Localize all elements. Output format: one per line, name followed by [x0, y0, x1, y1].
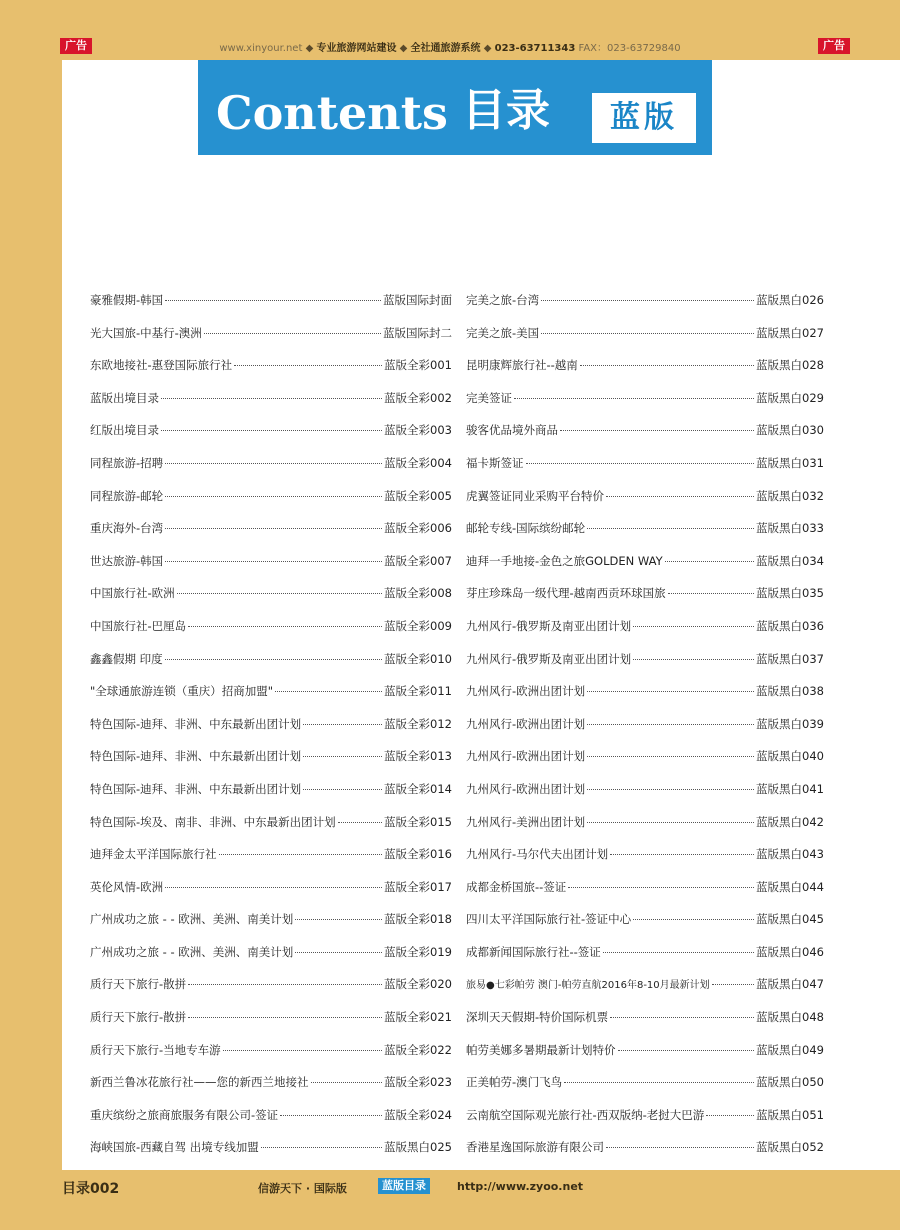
- dot-leader: [165, 528, 382, 529]
- toc-entry-title: 九州风行-美洲出团计划: [466, 814, 586, 829]
- toc-entry-page: 蓝版黑白052: [756, 1140, 824, 1155]
- toc-entry-title: 特色国际-迪拜、非洲、中东最新出团计划: [90, 749, 302, 764]
- toc-entry[interactable]: [466, 879, 824, 912]
- dot-leader: [219, 854, 383, 855]
- toc-entry[interactable]: [466, 488, 824, 521]
- content-page: [62, 60, 900, 1170]
- toc-entry-title: 特色国际-迪拜、非洲、中东最新出团计划: [90, 716, 302, 731]
- toc-entry-title: 质行天下旅行-当地专车游: [90, 1042, 221, 1057]
- toc-entry-page: 蓝版黑白037: [756, 651, 824, 666]
- toc-entry-page: 蓝版全彩024: [384, 1107, 452, 1122]
- dot-leader: [165, 659, 382, 660]
- toc-entry-title: 同程旅游-邮轮: [90, 488, 164, 503]
- toc-entry[interactable]: [90, 846, 452, 879]
- toc-entry[interactable]: [90, 585, 452, 618]
- dot-leader: [712, 984, 754, 985]
- toc-entry-title: 完美签证: [466, 390, 512, 405]
- slogan-1: 专业旅游网站建设: [316, 43, 397, 54]
- toc-entry-title: 光大国旅-中基行-澳洲: [90, 325, 202, 340]
- toc-entry[interactable]: [90, 814, 452, 847]
- toc-entry-title: 昆明康辉旅行社--越南: [466, 358, 578, 373]
- toc-entry-page: 蓝版全彩023: [384, 1075, 452, 1090]
- toc-entry-page: 蓝版全彩004: [384, 455, 452, 470]
- toc-entry-page: 蓝版黑白031: [756, 455, 824, 470]
- toc-entry-page: 蓝版黑白046: [756, 944, 824, 959]
- toc-entry-page: 蓝版黑白025: [384, 1140, 452, 1155]
- toc-entry[interactable]: [90, 748, 452, 781]
- page-number: 目录002: [62, 1181, 120, 1197]
- dot-leader: [587, 822, 754, 823]
- toc-entry-page: 蓝版黑白035: [756, 586, 824, 601]
- phone-number: 023-63711343: [494, 43, 576, 54]
- dot-leader: [165, 496, 382, 497]
- dot-leader: [275, 691, 382, 692]
- toc-entry-page: 蓝版黑白034: [756, 553, 824, 568]
- toc-entry-page: 蓝版黑白050: [756, 1075, 824, 1090]
- dot-leader: [223, 1050, 382, 1051]
- toc-entry[interactable]: [466, 651, 824, 684]
- toc-entry[interactable]: [466, 683, 824, 716]
- dot-leader: [165, 561, 382, 562]
- toc-entry[interactable]: [90, 292, 452, 325]
- toc-entry-page: 蓝版全彩019: [384, 944, 452, 959]
- toc-entry-title: 质行天下旅行-散拼: [90, 977, 187, 992]
- dot-leader: [234, 365, 382, 366]
- footer-slogan: 信游天下 · 国际版: [258, 1182, 347, 1195]
- toc-entry[interactable]: [90, 422, 452, 455]
- dot-leader: [606, 1147, 754, 1148]
- toc-entry-title: 四川太平洋国际旅行社-签证中心: [466, 912, 632, 927]
- dot-leader: [560, 430, 754, 431]
- dot-leader: [514, 398, 754, 399]
- toc-entry-page: 蓝版全彩012: [384, 716, 452, 731]
- toc-entry[interactable]: [466, 1107, 824, 1140]
- toc-entry-page: 蓝版全彩006: [384, 521, 452, 536]
- toc-entry[interactable]: [466, 585, 824, 618]
- dot-leader: [633, 659, 754, 660]
- dot-leader: [587, 691, 754, 692]
- toc-entry[interactable]: [466, 1042, 824, 1075]
- dot-leader: [568, 887, 754, 888]
- toc-entry-page: 蓝版黑白042: [756, 814, 824, 829]
- toc-entry-title: 同程旅游-招聘: [90, 455, 164, 470]
- toc-entry-title: 特色国际-埃及、南非、非洲、中东最新出团计划: [90, 814, 336, 829]
- dot-leader: [204, 333, 381, 334]
- dot-leader: [188, 626, 382, 627]
- toc-entry-title: 鑫鑫假期 印度: [90, 651, 163, 666]
- dot-leader: [618, 1050, 755, 1051]
- toc-entry[interactable]: [90, 455, 452, 488]
- toc-entry[interactable]: [466, 976, 824, 1009]
- toc-entry-page: 蓝版全彩011: [384, 684, 452, 699]
- title-chinese: 目录: [462, 85, 550, 136]
- toc-entry-title: 广州成功之旅 - - 欧洲、美洲、南美计划: [90, 912, 294, 927]
- toc-entry[interactable]: [466, 911, 824, 944]
- toc-entry[interactable]: [466, 325, 824, 358]
- toc-entry[interactable]: [466, 814, 824, 847]
- toc-entry-title: 九州风行-欧洲出团计划: [466, 781, 586, 796]
- footer-url[interactable]: http://www.zyoo.net: [457, 1180, 584, 1193]
- toc-entry-title: 迪拜金太平洋国际旅行社: [90, 847, 217, 862]
- toc-entry-title: 英伦风情-欧洲: [90, 879, 164, 894]
- toc-entry[interactable]: [90, 618, 452, 651]
- dot-leader: [587, 756, 754, 757]
- toc-entry[interactable]: [466, 520, 824, 553]
- toc-entry-page: 蓝版全彩022: [384, 1042, 452, 1057]
- toc-entry-page: 蓝版全彩014: [384, 781, 452, 796]
- toc-entry-title: 正美帕劳-澳门飞鸟: [466, 1075, 563, 1090]
- toc-entry[interactable]: [90, 1042, 452, 1075]
- dot-leader: [188, 984, 382, 985]
- toc-entry-title: 深圳天天假期-特价国际机票: [466, 1010, 609, 1025]
- toc-entry-page: 蓝版全彩021: [384, 1010, 452, 1025]
- toc-entry[interactable]: [90, 325, 452, 358]
- toc-entry-title: 重庆海外-台湾: [90, 521, 164, 536]
- toc-entry-page: 蓝版国际封二: [383, 325, 452, 340]
- dot-leader: [165, 887, 382, 888]
- toc-entry[interactable]: [90, 781, 452, 814]
- site-url: www.xinyour.net: [219, 43, 303, 54]
- dot-leader: [633, 626, 754, 627]
- toc-entry-title: 海峡国旅-西藏自驾 出境专线加盟: [90, 1140, 259, 1155]
- toc-entry[interactable]: [466, 1139, 824, 1172]
- toc-entry-title: "全球通旅游连锁（重庆）招商加盟": [90, 684, 274, 699]
- toc-entry[interactable]: [90, 651, 452, 684]
- toc-entry-title: 邮轮专线-国际缤纷邮轮: [466, 521, 586, 536]
- dot-leader: [338, 822, 382, 823]
- separator-3: ◆: [483, 43, 492, 54]
- toc-entry-page: 蓝版全彩013: [384, 749, 452, 764]
- separator-2: ◆: [399, 43, 408, 54]
- toc-entry-title: 骏客优品境外商品: [466, 423, 558, 438]
- toc-entry-title: 完美之旅-美国: [466, 325, 540, 340]
- toc-entry[interactable]: [466, 390, 824, 423]
- toc-entry[interactable]: [466, 1009, 824, 1042]
- dot-leader: [541, 333, 754, 334]
- dot-leader: [668, 593, 754, 594]
- dot-leader: [541, 300, 754, 301]
- toc-entry[interactable]: [90, 879, 452, 912]
- toc-entry-title: 特色国际-迪拜、非洲、中东最新出团计划: [90, 781, 302, 796]
- toc-entry-page: 蓝版黑白047: [756, 977, 824, 992]
- toc-entry[interactable]: [466, 455, 824, 488]
- toc-entry[interactable]: [466, 292, 824, 325]
- toc-entry[interactable]: [90, 976, 452, 1009]
- dot-leader: [564, 1082, 754, 1083]
- toc-entry-page: 蓝版全彩003: [384, 423, 452, 438]
- toc-entry[interactable]: [466, 1074, 824, 1107]
- dot-leader: [606, 496, 754, 497]
- toc-entry-title: 香港星逸国际旅游有限公司: [466, 1140, 604, 1155]
- toc-entry[interactable]: [466, 618, 824, 651]
- toc-entry-page: 蓝版黑白026: [756, 293, 824, 307]
- toc-entry[interactable]: [466, 846, 824, 879]
- toc-entry-page: 蓝版全彩007: [384, 553, 452, 568]
- toc-entry-page: 蓝版全彩010: [384, 651, 452, 666]
- toc-entry[interactable]: [466, 716, 824, 749]
- top-info-line: [0, 39, 900, 54]
- toc-entry[interactable]: [466, 781, 824, 814]
- toc-entry-page: 蓝版全彩009: [384, 618, 452, 633]
- toc-entry[interactable]: [90, 911, 452, 944]
- toc-entry[interactable]: [90, 1074, 452, 1107]
- toc-entry[interactable]: [90, 520, 452, 553]
- toc-entry-page: 蓝版全彩015: [384, 814, 452, 829]
- toc-entry-title: 九州风行-欧洲出团计划: [466, 749, 586, 764]
- toc-entry-title: 九州风行-俄罗斯及南亚出团计划: [466, 618, 632, 633]
- toc-entry-page: 蓝版黑白029: [756, 390, 824, 405]
- toc-entry-title: 九州风行-俄罗斯及南亚出团计划: [466, 651, 632, 666]
- toc-entry[interactable]: [466, 553, 824, 586]
- toc-entry[interactable]: [90, 390, 452, 423]
- dot-leader: [303, 756, 382, 757]
- toc-entry-title: 蓝版出境目录: [90, 390, 159, 405]
- toc-entry[interactable]: [90, 488, 452, 521]
- toc-entry-page: 蓝版黑白051: [756, 1107, 824, 1122]
- edition-badge: 蓝版: [592, 93, 696, 143]
- ad-tag-left: 广告: [60, 38, 92, 54]
- toc-entry[interactable]: [90, 944, 452, 977]
- dot-leader: [188, 1017, 382, 1018]
- toc-entry-title: 虎翼签证同业采购平台特价: [466, 488, 604, 503]
- toc-column-left: [90, 292, 452, 1172]
- toc-entry-title: 成都新闻国际旅行社--签证: [466, 944, 601, 959]
- toc-entry-page: 蓝版全彩016: [384, 847, 452, 862]
- dot-leader: [261, 1147, 382, 1148]
- toc-entry-page: 蓝版黑白033: [756, 521, 824, 536]
- dot-leader: [177, 593, 382, 594]
- toc-entry-page: 蓝版黑白032: [756, 488, 824, 503]
- dot-leader: [165, 463, 382, 464]
- toc-entry-title: 迪拜一手地接-金色之旅GOLDEN WAY: [466, 553, 663, 568]
- toc-entry-page: 蓝版黑白045: [756, 912, 824, 927]
- toc-entry-page: 蓝版黑白039: [756, 716, 824, 731]
- toc-entry-page: 蓝版全彩018: [384, 912, 452, 927]
- dot-leader: [161, 398, 382, 399]
- toc-entry-title: 世达旅游-韩国: [90, 553, 164, 568]
- toc-entry-page: 蓝版黑白027: [756, 325, 824, 340]
- toc-entry-page: 蓝版黑白043: [756, 847, 824, 862]
- toc-entry-title: 豪雅假期-韩国: [90, 293, 164, 307]
- toc-entry-page: 蓝版黑白028: [756, 358, 824, 373]
- fax-number: FAX：023-63729840: [578, 43, 681, 54]
- toc-entry[interactable]: [90, 553, 452, 586]
- dot-leader: [587, 789, 754, 790]
- dot-leader: [580, 365, 754, 366]
- dot-leader: [303, 789, 382, 790]
- title-banner: [198, 60, 712, 155]
- toc-entry[interactable]: [90, 1139, 452, 1172]
- slogan-2: 全社通旅游系统: [410, 43, 481, 54]
- toc-entry-title: 广州成功之旅 - - 欧洲、美洲、南美计划: [90, 944, 294, 959]
- dot-leader: [280, 1115, 382, 1116]
- toc-entry-page: 蓝版全彩008: [384, 586, 452, 601]
- toc-entry-title: 红版出境目录: [90, 423, 159, 438]
- toc-entry[interactable]: [90, 357, 452, 390]
- dot-leader: [295, 919, 382, 920]
- toc-entry-page: 蓝版全彩002: [384, 390, 452, 405]
- toc-entry-title: 旅易●七彩帕劳 澳门-帕劳直航2016年8-10月最新计划: [466, 980, 710, 992]
- toc-entry-title: 成都金桥国旅--签证: [466, 879, 567, 894]
- dot-leader: [161, 430, 382, 431]
- top-banner: [0, 0, 900, 60]
- dot-leader: [303, 724, 382, 725]
- separator-1: ◆: [305, 43, 314, 54]
- ad-tag-right: 广告: [818, 38, 850, 54]
- toc-entry[interactable]: [466, 748, 824, 781]
- dot-leader: [610, 854, 754, 855]
- toc-entry-page: 蓝版全彩005: [384, 488, 452, 503]
- toc-entry-title: 芽庄珍珠岛一级代理-越南西贡环球国旅: [466, 586, 666, 601]
- toc-entry[interactable]: [90, 1009, 452, 1042]
- dot-leader: [706, 1115, 754, 1116]
- toc-entry-title: 重庆缤纷之旅商旅服务有限公司-签证: [90, 1107, 279, 1122]
- dot-leader: [311, 1082, 383, 1083]
- toc-entry-page: 蓝版黑白049: [756, 1042, 824, 1057]
- dot-leader: [526, 463, 755, 464]
- toc-entry-title: 东欧地接社-惠登国际旅行社: [90, 358, 233, 373]
- title-english: Contents: [216, 86, 448, 140]
- toc-entry-page: 蓝版全彩017: [384, 879, 452, 894]
- toc-entry-page: 蓝版黑白038: [756, 684, 824, 699]
- toc-entry-title: 九州风行-马尔代夫出团计划: [466, 847, 609, 862]
- toc-entry-page: 蓝版黑白040: [756, 749, 824, 764]
- dot-leader: [610, 1017, 754, 1018]
- toc-entry[interactable]: [90, 716, 452, 749]
- toc-entry-page: 蓝版全彩020: [384, 977, 452, 992]
- toc-entry-title: 中国旅行社-巴厘岛: [90, 618, 187, 633]
- dot-leader: [603, 952, 754, 953]
- toc-entry[interactable]: [466, 422, 824, 455]
- toc-entry-page: 蓝版黑白048: [756, 1010, 824, 1025]
- toc-entry-title: 中国旅行社-欧洲: [90, 586, 175, 601]
- footer-badge: 蓝版目录: [378, 1178, 430, 1194]
- toc-column-right: [466, 292, 824, 1172]
- dot-leader: [295, 952, 382, 953]
- toc-entry-title: 九州风行-欧洲出团计划: [466, 716, 586, 731]
- footer-bar: [0, 1170, 900, 1230]
- toc-entry-page: 蓝版全彩001: [384, 358, 452, 373]
- dot-leader: [587, 724, 754, 725]
- dot-leader: [665, 561, 754, 562]
- toc-entry-title: 帕劳美娜多暑期最新计划特价: [466, 1042, 616, 1057]
- toc-entry-page: 蓝版黑白036: [756, 618, 824, 633]
- toc-entry-page: 蓝版黑白041: [756, 781, 824, 796]
- dot-leader: [633, 919, 754, 920]
- toc-entry[interactable]: [466, 944, 824, 977]
- toc-entry-page: 蓝版黑白044: [756, 879, 824, 894]
- dot-leader: [165, 300, 381, 301]
- toc-entry-title: 完美之旅-台湾: [466, 293, 540, 307]
- toc-entry-title: 质行天下旅行-散拼: [90, 1010, 187, 1025]
- toc-entry-title: 云南航空国际观光旅行社-西双版纳-老挝大巴游: [466, 1107, 705, 1122]
- toc-entry-title: 福卡斯签证: [466, 455, 524, 470]
- toc-entry-page: 蓝版黑白030: [756, 423, 824, 438]
- toc-entry-title: 九州风行-欧洲出团计划: [466, 684, 586, 699]
- toc-entry-title: 新西兰鲁冰花旅行社——您的新西兰地接社: [90, 1075, 309, 1090]
- toc-entry[interactable]: [466, 357, 824, 390]
- toc-entry[interactable]: [90, 1107, 452, 1140]
- dot-leader: [587, 528, 754, 529]
- toc-entry[interactable]: [90, 683, 452, 716]
- toc-entry-page: 蓝版国际封面: [383, 293, 452, 307]
